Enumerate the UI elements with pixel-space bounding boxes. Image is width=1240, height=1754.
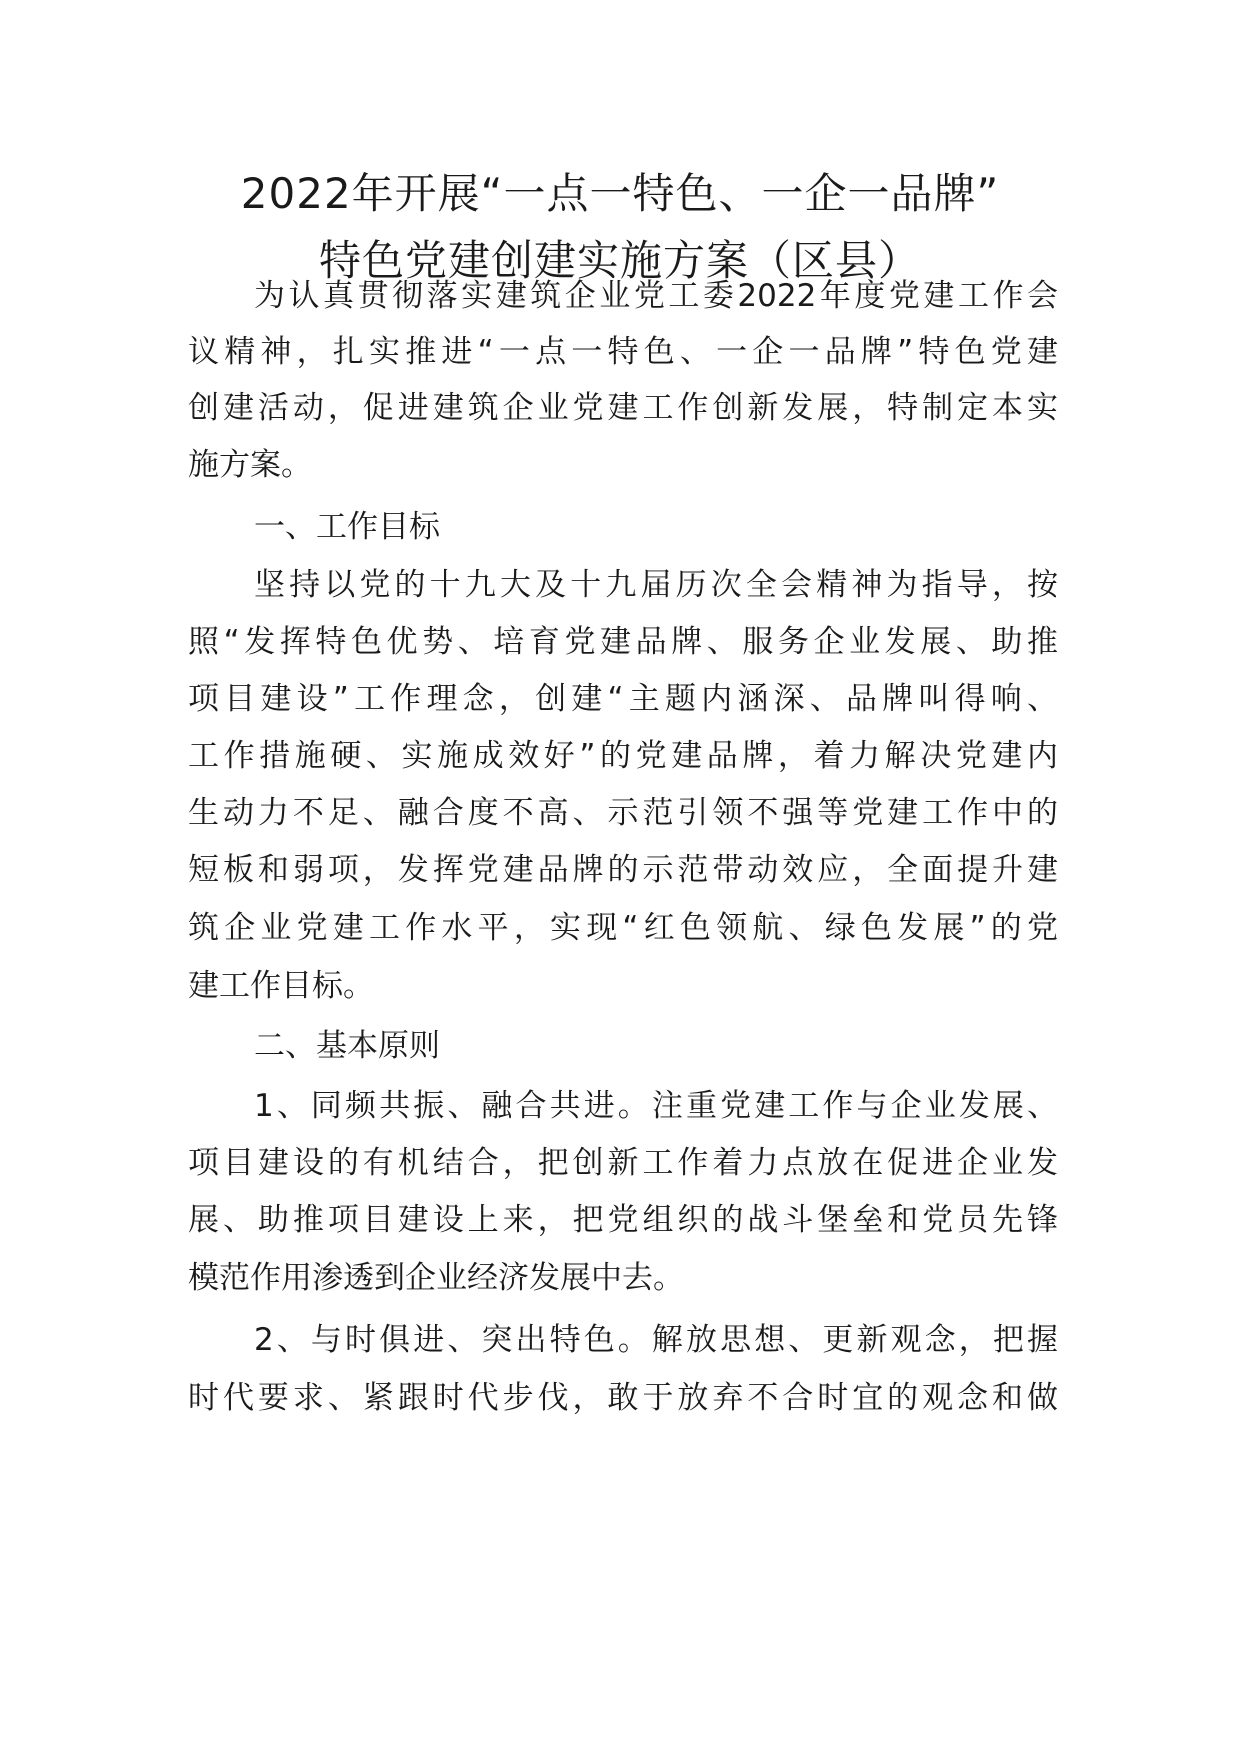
paragraph-goals-line-5: 生动力不足、融合度不高、示范引领不强等党建工作中的 bbox=[188, 795, 1058, 831]
paragraph-principle-1-line-4: 模范作用渗透到企业经济发展中去。 bbox=[188, 1260, 684, 1296]
section-heading-goals: 一、工作目标 bbox=[254, 509, 440, 545]
paragraph-intro-line-2: 议精神，扎实推进“一点一特色、一企一品牌”特色党建 bbox=[188, 334, 1058, 370]
paragraph-intro-line-3: 创建活动，促进建筑企业党建工作创新发展，特制定本实 bbox=[188, 390, 1058, 426]
section-heading-principles: 二、基本原则 bbox=[254, 1028, 440, 1064]
paragraph-goals-line-6: 短板和弱项，发挥党建品牌的示范带动效应，全面提升建 bbox=[188, 852, 1058, 888]
paragraph-principle-2-line-2: 时代要求、紧跟时代步伐，敢于放弃不合时宜的观念和做 bbox=[188, 1380, 1058, 1416]
paragraph-principle-1-line-2: 项目建设的有机结合，把创新工作着力点放在促进企业发 bbox=[188, 1145, 1058, 1181]
paragraph-goals-line-3: 项目建设”工作理念，创建“主题内涵深、品牌叫得响、 bbox=[188, 681, 1058, 717]
paragraph-intro-line-4: 施方案。 bbox=[188, 447, 312, 483]
paragraph-goals-line-2: 照“发挥特色优势、培育党建品牌、服务企业发展、助推 bbox=[188, 624, 1058, 660]
document-title-line-2: 特色党建创建实施方案（区县） bbox=[318, 236, 921, 285]
paragraph-principle-2-line-1: 2、与时俱进、突出特色。解放思想、更新观念，把握 bbox=[254, 1322, 1058, 1358]
paragraph-goals-line-7: 筑企业党建工作水平，实现“红色领航、绿色发展”的党 bbox=[188, 910, 1058, 946]
paragraph-principle-1-line-1: 1、同频共振、融合共进。注重党建工作与企业发展、 bbox=[254, 1088, 1058, 1124]
paragraph-principle-1-line-3: 展、助推项目建设上来，把党组织的战斗堡垒和党员先锋 bbox=[188, 1202, 1058, 1238]
paragraph-goals-line-4: 工作措施硬、实施成效好”的党建品牌，着力解决党建内 bbox=[188, 738, 1058, 774]
document-title-line-1: 2022年开展“一点一特色、一企一品牌” bbox=[240, 169, 1000, 218]
paragraph-intro-line-1: 为认真贯彻落实建筑企业党工委2022年度党建工作会 bbox=[254, 278, 1058, 314]
paragraph-goals-line-8: 建工作目标。 bbox=[188, 968, 374, 1004]
paragraph-goals-line-1: 坚持以党的十九大及十九届历次全会精神为指导，按 bbox=[254, 567, 1058, 603]
